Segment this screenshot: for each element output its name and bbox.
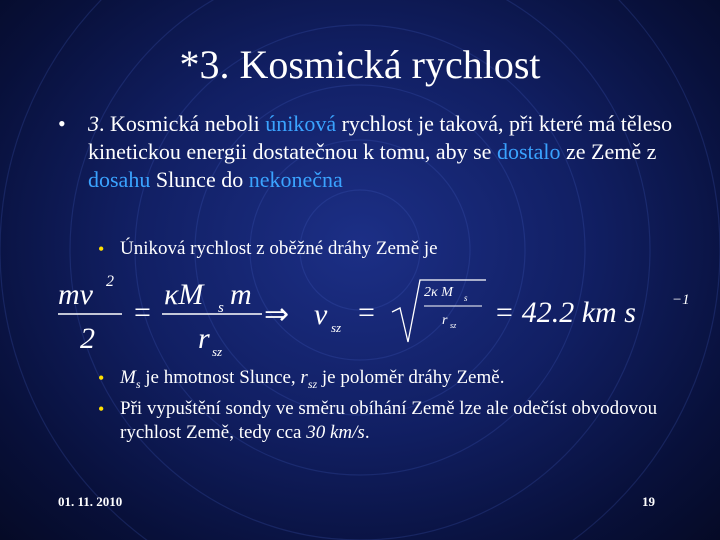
symbol-m-sub: s bbox=[135, 376, 141, 391]
formula-result: = 42.2 km s bbox=[494, 296, 636, 329]
symbol-r: r bbox=[300, 367, 308, 388]
root-numerator: 2κ M bbox=[424, 285, 453, 300]
formula-sub-sz: sz bbox=[212, 344, 223, 359]
sub-bullet-dot: • bbox=[98, 368, 105, 388]
text-part: ze Země z bbox=[560, 139, 657, 164]
formula-sub-s: s bbox=[218, 300, 224, 316]
formula-r: r bbox=[198, 322, 210, 355]
footer-date: 01. 11. 2010 bbox=[58, 494, 123, 509]
formula-exp-2: 2 bbox=[106, 273, 114, 290]
formula-mv: mv bbox=[58, 278, 93, 311]
speed-value: 30 km/s bbox=[306, 422, 365, 443]
symbol-r-sub: sz bbox=[307, 376, 318, 391]
formula-m: m bbox=[230, 278, 252, 311]
escape-velocity-formula bbox=[40, 272, 700, 362]
keyword-unikova: úniková bbox=[265, 111, 337, 136]
formula-arrow: ⇒ bbox=[264, 298, 290, 331]
root-den-sub: sz bbox=[450, 321, 457, 330]
text-part: . bbox=[364, 422, 370, 443]
text-part: Slunce do bbox=[150, 167, 249, 192]
bullet-dot: • bbox=[58, 111, 66, 136]
footer-page-number: 19 bbox=[642, 494, 655, 509]
text-part: je poloměr dráhy Země. bbox=[317, 367, 505, 388]
formula-den-2: 2 bbox=[80, 322, 95, 355]
symbol-m: M bbox=[120, 367, 136, 388]
bullet-number: 3 bbox=[88, 111, 99, 136]
text-part: rychlost je taková, při které má těleso kinetickou energii dostatečnou k tomu, aby se bbox=[88, 111, 673, 164]
formula-v-sub: sz bbox=[331, 320, 342, 335]
formula-exp-minus1: −1 bbox=[672, 292, 690, 308]
formula-equals: = bbox=[134, 296, 151, 329]
text-part: . Kosmická neboli bbox=[99, 111, 266, 136]
text-part: Při vypuštění sondy ve směru obíhání Země lze ale odečíst obvodovou rychlost Země, tedy cca bbox=[120, 398, 658, 443]
formula-kappa-m: κM bbox=[164, 278, 204, 311]
main-bullet-text bbox=[88, 110, 688, 194]
root-denominator: r bbox=[442, 313, 448, 328]
sub-bullet-dot: • bbox=[98, 399, 105, 419]
keyword-nekonecna: nekonečna bbox=[248, 167, 343, 192]
keyword-dostalo: dostalo bbox=[496, 139, 561, 164]
formula-equals: = bbox=[358, 296, 375, 329]
sub-bullet-text: Úniková rychlost z oběžné dráhy Země je bbox=[120, 238, 438, 259]
sub-bullet-dot: • bbox=[98, 239, 105, 259]
sub-bullet-text bbox=[120, 397, 660, 445]
keyword-dosahu: dosahu bbox=[88, 167, 151, 192]
formula-v: v bbox=[314, 298, 328, 331]
slide-title: *3. Kosmická rychlost bbox=[179, 42, 541, 87]
sub-bullet-text bbox=[120, 366, 680, 396]
root-num-sub: s bbox=[464, 293, 468, 303]
text-part: je hmotnost Slunce, bbox=[140, 367, 301, 388]
